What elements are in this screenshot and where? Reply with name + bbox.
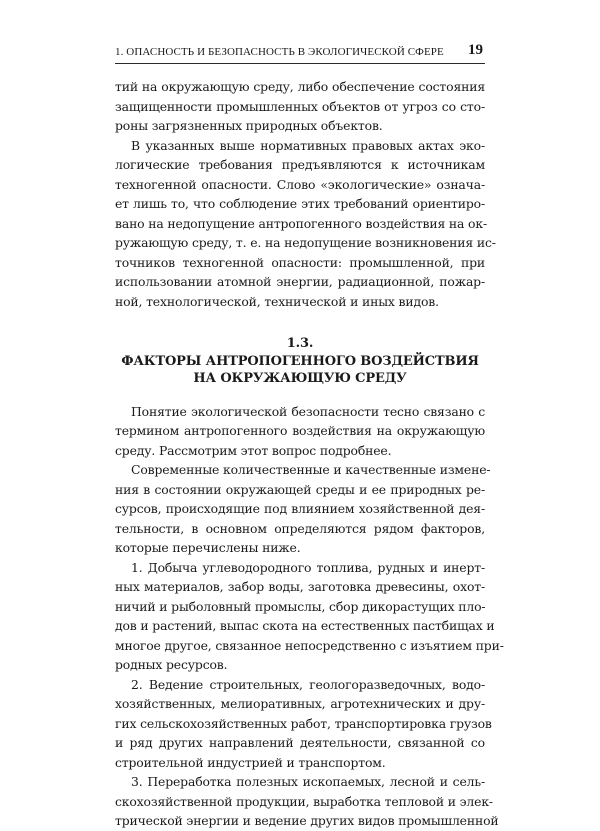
text-line: ет лишь то, что соблюдение этих требований ориентиро-: [115, 196, 485, 211]
paragraph-requirements: [115, 136, 496, 312]
body-text: [115, 77, 504, 831]
text-line: В указанных выше нормативных правовых актах эко-: [131, 137, 485, 153]
section-title-line-1: ФАКТОРЫ АНТРОПОГЕННОГО ВОЗДЕЙСТВИЯ: [121, 353, 479, 369]
text-line: Понятие экологической безопасности тесно связано с: [131, 403, 485, 419]
text-line: дов и растений, выпас скота на естественных пастбищах и: [115, 618, 495, 633]
text-line: термином антропогенного воздействия на окружающую: [115, 423, 485, 438]
text-line: тий на окружающую среду, либо обеспечение состояния: [115, 79, 485, 94]
paragraph-changes: [115, 460, 491, 558]
text-line: родных ресурсов.: [115, 657, 228, 672]
paragraph-continuation: [115, 77, 485, 136]
text-line: роны загрязненных природных объектов.: [115, 118, 383, 133]
text-line: среду. Рассмотрим этот вопрос подробнее.: [115, 442, 392, 458]
list-item-2: [115, 675, 492, 773]
text-line: логические требования предъявляются к источникам: [115, 157, 485, 172]
section-heading: [115, 335, 485, 388]
text-line: ния в состоянии окружающей среды и ее природных ре-: [115, 481, 485, 497]
text-line: строительной индустрией и транспортом.: [115, 754, 386, 770]
text-line: защищенности промышленных объектов от угроз со сто-: [115, 98, 485, 114]
text-line: которые перечислены ниже.: [115, 540, 301, 555]
running-header: [115, 41, 485, 64]
section-title-line-2: НА ОКРУЖАЮЩУЮ СРЕДУ: [193, 371, 407, 386]
text-line: вано на недопущение антропогенного воздействия на ок-: [115, 215, 487, 231]
text-line: 3. Переработка полезных ископаемых, лесной и сель-: [131, 774, 485, 789]
text-line: использовании атомной энергии, радиационной, пожар-: [115, 274, 485, 289]
text-line: точников техногенной опасности: промышленной, при: [115, 254, 485, 270]
text-line: гих сельскохозяйственных работ, транспортировка грузов: [115, 715, 492, 731]
text-line: трической энергии и ведение других видов промышленной: [115, 813, 499, 828]
section-number: 1.3.: [286, 336, 314, 351]
text-line: 1. Добыча углеводородного топлива, рудных и инерт-: [131, 559, 485, 575]
paragraph-concept: [115, 402, 485, 461]
text-line: техногенной опасности. Слово «экологические» означа-: [115, 176, 485, 192]
list-item-3: [115, 772, 499, 831]
text-line: многое другое, связанное непосредственно с изъятием при-: [115, 637, 504, 653]
text-line: хозяйственных, мелиоративных, агротехнических и дру-: [115, 696, 485, 711]
text-line: 2. Ведение строительных, геологоразведочных, водо-: [131, 676, 485, 692]
text-line: скохозяйственной продукции, выработка тепловой и элек-: [115, 793, 493, 809]
text-line: тельности, в основном определяются рядом факторов,: [115, 520, 485, 536]
text-line: ничий и рыболовный промыслы, сбор дикорастущих пло-: [115, 598, 486, 614]
text-line: ружающую среду, т. е. на недопущение возникновения ис-: [115, 235, 496, 250]
page-number: 19: [468, 42, 483, 58]
list-item-1: [115, 558, 504, 675]
text-line: ной, технологической, технической и иных видов.: [115, 293, 439, 309]
text-line: Современные количественные и качественные измене-: [131, 462, 491, 477]
text-line: сурсов, происходящие под влиянием хозяйственной дея-: [115, 501, 485, 516]
text-line: и ряд других направлений деятельности, связанной со: [115, 735, 485, 750]
running-title: 1. ОПАСНОСТЬ И БЕЗОПАСНОСТЬ В ЭКОЛОГИЧЕСКОЙ СФЕРЕ: [115, 46, 444, 58]
text-line: ных материалов, забор воды, заготовка древесины, охот-: [115, 579, 485, 594]
